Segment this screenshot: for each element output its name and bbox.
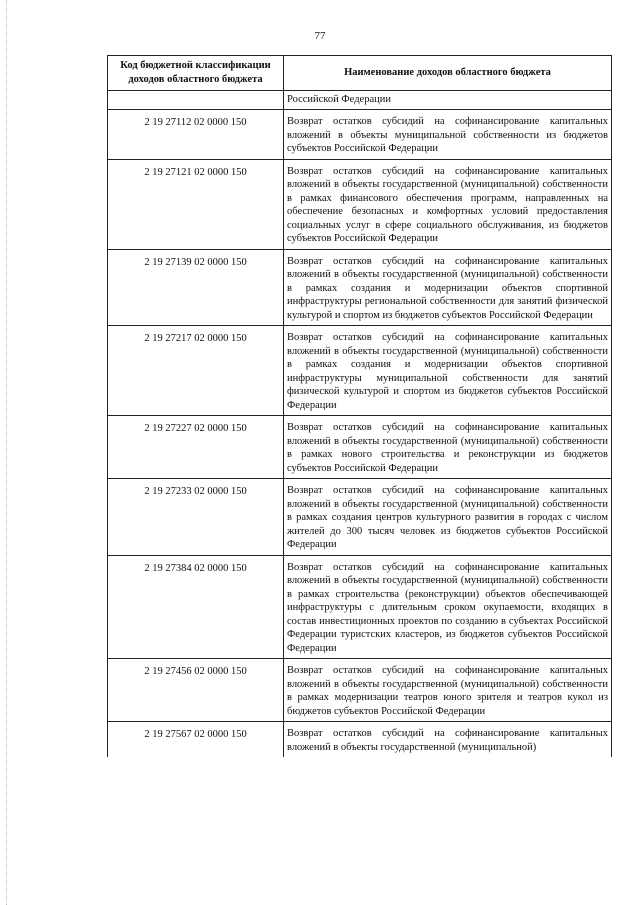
- row-name: Возврат остатков субсидий на софинансирование капитальных вложений в объекты государственной (муниципальной): [284, 722, 612, 758]
- header-code: Код бюджетной классификации доходов областного бюджета: [108, 56, 284, 91]
- table-row: [108, 159, 612, 249]
- row-code: 2 19 27121 02 0000 150: [108, 159, 284, 249]
- table-header-row: [108, 56, 612, 91]
- row-name: Возврат остатков субсидий на софинансирование капитальных вложений в объекты муниципальной собственности из бюджетов субъектов Российской Федерации: [284, 110, 612, 160]
- table-row: [108, 479, 612, 556]
- page-number: 77: [314, 30, 326, 42]
- row-name: Возврат остатков субсидий на софинансирование капитальных вложений в объекты государственной (муниципальной) собственности в рамках строительства (реконструкции) объектов обеспечивающей инфраструктуры с длительным сроком окупаемости, входящих в состав инвестиционных проектов по созданию в субъектах Российской Федерации туристских кластеров, из бюджетов субъектов Российской Федерации: [284, 555, 612, 659]
- row-code: 2 19 27227 02 0000 150: [108, 416, 284, 479]
- table-row: [108, 722, 612, 758]
- revenue-classification-table: [107, 55, 612, 757]
- row-code: 2 19 27112 02 0000 150: [108, 110, 284, 160]
- row-code: [108, 91, 284, 110]
- row-name: Российской Федерации: [284, 91, 612, 110]
- row-name: Возврат остатков субсидий на софинансирование капитальных вложений в объекты государственной (муниципальной) собственности в рамках создания центров культурного развития в городах с числом жителей до 300 тысяч человек из бюджетов субъектов Российской Федерации: [284, 479, 612, 556]
- row-code: 2 19 27233 02 0000 150: [108, 479, 284, 556]
- table-row: [108, 659, 612, 722]
- row-name: Возврат остатков субсидий на софинансирование капитальных вложений в объекты государственной (муниципальной) собственности в рамках модернизации театров юного зрителя и театров кукол из бюджетов субъектов Российской Федерации: [284, 659, 612, 722]
- table-row: [108, 555, 612, 659]
- header-name: Наименование доходов областного бюджета: [284, 56, 612, 91]
- scan-edge-line: [6, 0, 7, 905]
- row-name: Возврат остатков субсидий на софинансирование капитальных вложений в объекты государственной (муниципальной) собственности в рамках нового строительства и реконструкции из бюджетов субъектов Российской Федерации: [284, 416, 612, 479]
- row-name: Возврат остатков субсидий на софинансирование капитальных вложений в объекты государственной (муниципальной) собственности в рамках создания и модернизации объектов спортивной инфраструктуры региональной собственности для занятий физической культурой и спортом из бюджетов субъектов Российской Федерации: [284, 249, 612, 326]
- row-name: Возврат остатков субсидий на софинансирование капитальных вложений в объекты государственной (муниципальной) собственности в рамках создания и модернизации объектов спортивной инфраструктуры муниципальной собственности для занятий физической культурой и спортом из бюджетов субъектов Российской Федерации: [284, 326, 612, 416]
- table-row: [108, 416, 612, 479]
- row-code: 2 19 27456 02 0000 150: [108, 659, 284, 722]
- row-code: 2 19 27139 02 0000 150: [108, 249, 284, 326]
- row-code: 2 19 27567 02 0000 150: [108, 722, 284, 758]
- table-row: [108, 110, 612, 160]
- table-row-continuation: [108, 91, 612, 110]
- row-name: Возврат остатков субсидий на софинансирование капитальных вложений в объекты государственной (муниципальной) собственности в рамках финансового обеспечения программ, направленных на обеспечение безопасных и комфортных условий предоставления социальных услуг в сфере социального обслуживания, из бюджетов субъектов Российской Федерации: [284, 159, 612, 249]
- row-code: 2 19 27384 02 0000 150: [108, 555, 284, 659]
- table-row: [108, 249, 612, 326]
- row-code: 2 19 27217 02 0000 150: [108, 326, 284, 416]
- table-row: [108, 326, 612, 416]
